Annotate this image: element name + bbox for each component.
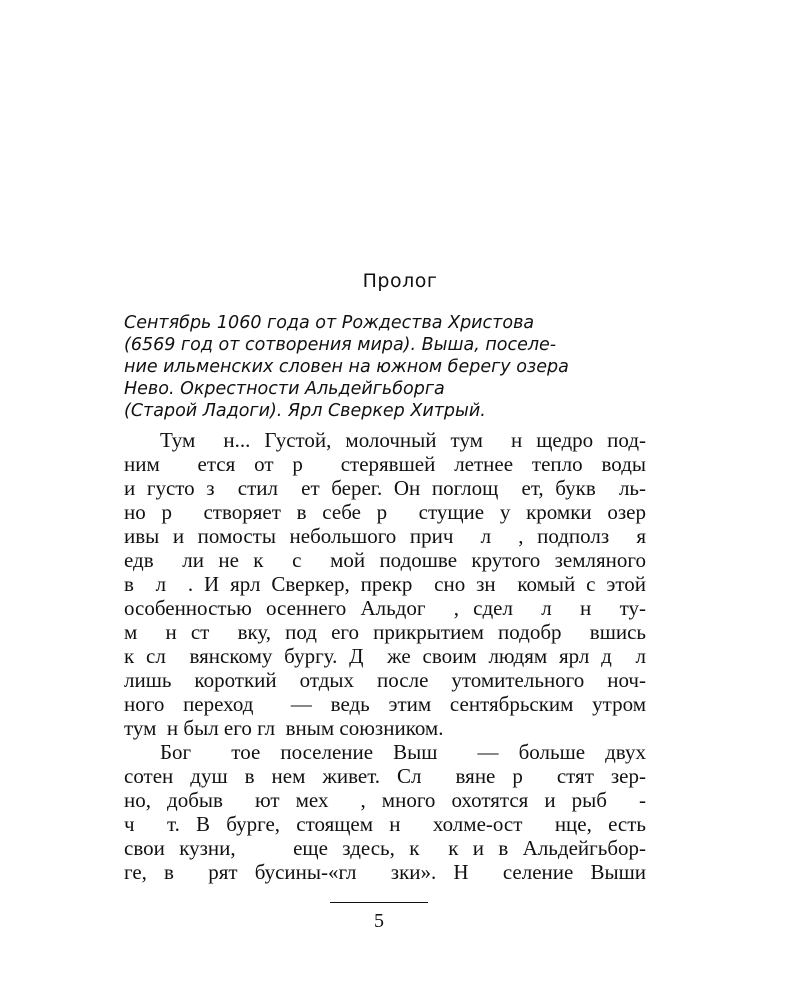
chapter-title: Пролог xyxy=(362,270,438,292)
body-line: особенностью осеннего Альдог , сдел л н ту- xyxy=(124,596,646,620)
body-line: ге, в рят бусины-«гл зки». Н селение Выши xyxy=(124,860,646,884)
body-text xyxy=(124,428,646,884)
body-line: Бог тое поселение Выш — больше двух xyxy=(160,740,646,764)
body-line: сотен душ в нем живет. Сл вяне р стят зер- xyxy=(124,764,646,788)
body-line: ним ется от р стерявшей летнее тепло воды xyxy=(124,452,646,476)
body-line: ивы и помосты небольшого прич л , подполз я xyxy=(124,524,646,548)
body-line: тум н был его гл вным союзником. xyxy=(124,716,444,740)
epigraph-line: (6569 год от сотворения мира). Выша, поселе- xyxy=(124,335,557,355)
epigraph-line: Сентябрь 1060 года от Рождества Христова xyxy=(124,313,535,333)
body-line: лишь короткий отдых после утомительного ноч- xyxy=(124,668,646,692)
epigraph-line: Нево. Окрестности Альдейгьборга xyxy=(124,379,445,399)
body-line: ч т. В бурге, стоящем н холме-ост нце, есть xyxy=(124,812,646,836)
body-line: м н ст вку, под его прикрытием подобр вшись xyxy=(124,620,646,644)
body-line: свои кузни, еще здесь, к к и в Альдейгьбор- xyxy=(124,836,646,860)
body-line: ного переход — ведь этим сентябрьским утром xyxy=(124,692,646,716)
body-line: но р створяет в себе р стущие у кромки озер xyxy=(124,500,646,524)
epigraph-line: ние ильменских словен на южном берегу озера xyxy=(124,357,569,377)
body-line: едв ли не к с мой подошве крутого земляного xyxy=(124,548,646,572)
page-number-rule xyxy=(330,902,428,903)
epigraph xyxy=(124,312,654,422)
page-number: 5 xyxy=(374,910,384,932)
epigraph-line: (Старой Ладоги). Ярл Сверкер Хитрый. xyxy=(124,401,486,421)
body-line: и густо з стил ет берег. Он поглощ ет, букв ль- xyxy=(124,476,646,500)
body-line: но, добыв ют мех , много охотятся и рыб - xyxy=(124,788,646,812)
body-line: Тум н... Густой, молочный тум н щедро под- xyxy=(160,428,646,452)
body-line: к сл вянскому бургу. Д же своим людям ярл д л xyxy=(124,644,646,668)
body-line: в л . И ярл Сверкер, прекр сно зн комый с этой xyxy=(124,572,646,596)
